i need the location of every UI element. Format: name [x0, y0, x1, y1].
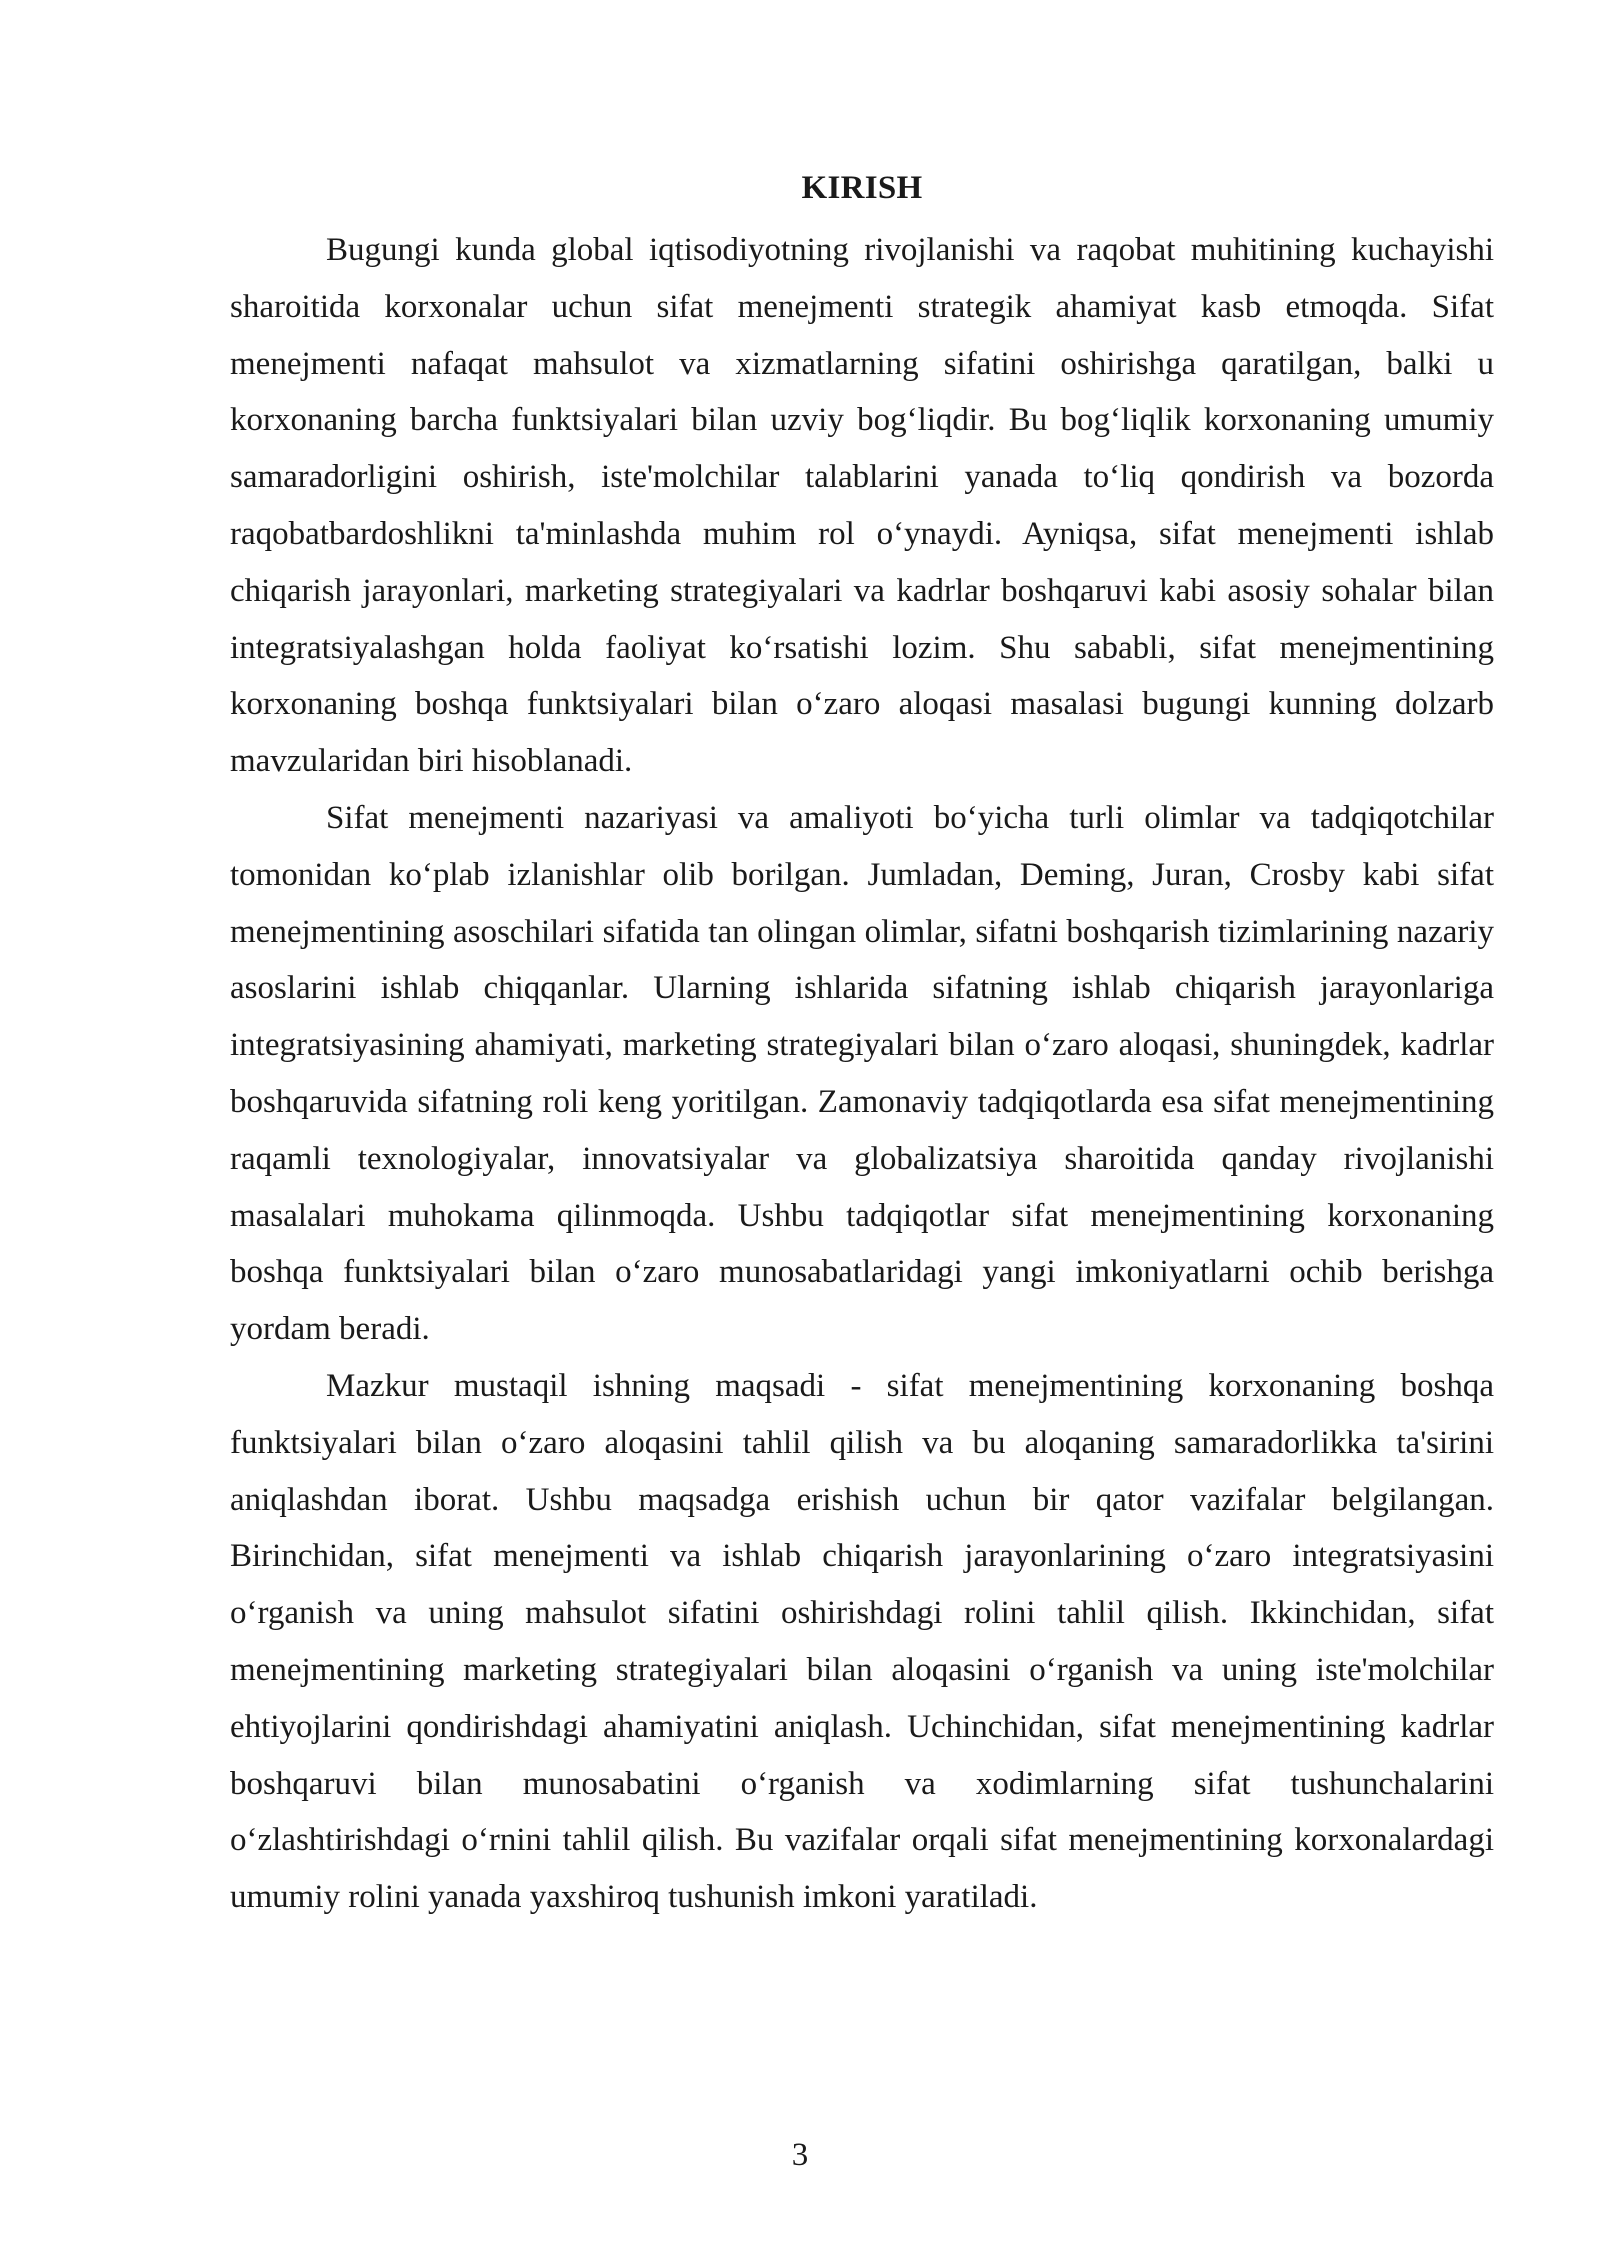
- paragraph-3: Mazkur mustaqil ishning maqsadi - sifat menejmentining korxonaning boshqa funktsiyalari bilan o‘zaro aloqasini tahlil qilish va bu aloqaning samaradorlikka ta'sirini aniqlashdan iborat. Ushbu maqsadga erishish uchun bir qator vazifalar belgilangan. Birinchidan, sifat menejmenti va ishlab chiqarish jarayonlarining o‘zaro integratsiyasini o‘rganish va uning mahsulot sifatini oshirishdagi rolini tahlil qilish. Ikkinchidan, sifat menejmentining marketing strategiyalari bilan aloqasini o‘rganish va uning iste'molchilar ehtiyojlarini qondirishdagi ahamiyatini aniqlash. Uchinchidan, sifat menejmentining kadrlar boshqaruvi bilan munosabatini o‘rganish va xodimlarning sifat tushunchalarini o‘zlashtirishdagi o‘rnini tahlil qilish. Bu vazifalar orqali sifat menejmentining korxonalardagi umumiy rolini yanada yaxshiroq tushunish imkoni yaratiladi.: [230, 1367, 1494, 1916]
- page-content: [230, 160, 1494, 1926]
- section-title: KIRISH: [801, 170, 923, 206]
- page-number: 3: [791, 2137, 809, 2173]
- paragraph-1: Bugungi kunda global iqtisodiyotning rivojlanishi va raqobat muhitining kuchayishi sharoitida korxonalar uchun sifat menejmenti strategik ahamiyat kasb etmoqda. Sifat menejmenti nafaqat mahsulot va xizmatlarning sifatini oshirishga qaratilgan, balki u korxonaning barcha funktsiyalari bilan uzviy bog‘liqdir. Bu bog‘liqlik korxonaning umumiy samaradorligini oshirish, iste'molchilar talablarini yanada to‘liq qondirish va bozorda raqobatbardoshlikni ta'minlashda muhim rol o‘ynaydi. Ayniqsa, sifat menejmenti ishlab chiqarish jarayonlari, marketing strategiyalari va kadrlar boshqaruvi kabi asosiy sohalar bilan integratsiyalashgan holda faoliyat ko‘rsatishi lozim. Shu sababli, sifat menejmentining korxonaning boshqa funktsiyalari bilan o‘zaro aloqasi masalasi bugungi kunning dolzarb mavzularidan biri hisoblanadi.: [230, 232, 1494, 780]
- paragraph-2: Sifat menejmenti nazariyasi va amaliyoti bo‘yicha turli olimlar va tadqiqotchilar tomonidan ko‘plab izlanishlar olib borilgan. Jumladan, Deming, Juran, Crosby kabi sifat menejmentining asoschilari sifatida tan olingan olimlar, sifatni boshqarish tizimlarining nazariy asoslarini ishlab chiqqanlar. Ularning ishlarida sifatning ishlab chiqarish jarayonlariga integratsiyasining ahamiyati, marketing strategiyalari bilan o‘zaro aloqasi, shuningdek, kadrlar boshqaruvida sifatning roli keng yoritilgan. Zamonaviy tadqiqotlarda esa sifat menejmentining raqamli texnologiyalar, innovatsiyalar va globalizatsiya sharoitida qanday rivojlanishi masalalari muhokama qilinmoqda. Ushbu tadqiqotlar sifat menejmentining korxonaning boshqa funktsiyalari bilan o‘zaro munosabatlaridagi yangi imkoniyatlarni ochib berishga yordam beradi.: [230, 799, 1494, 1348]
